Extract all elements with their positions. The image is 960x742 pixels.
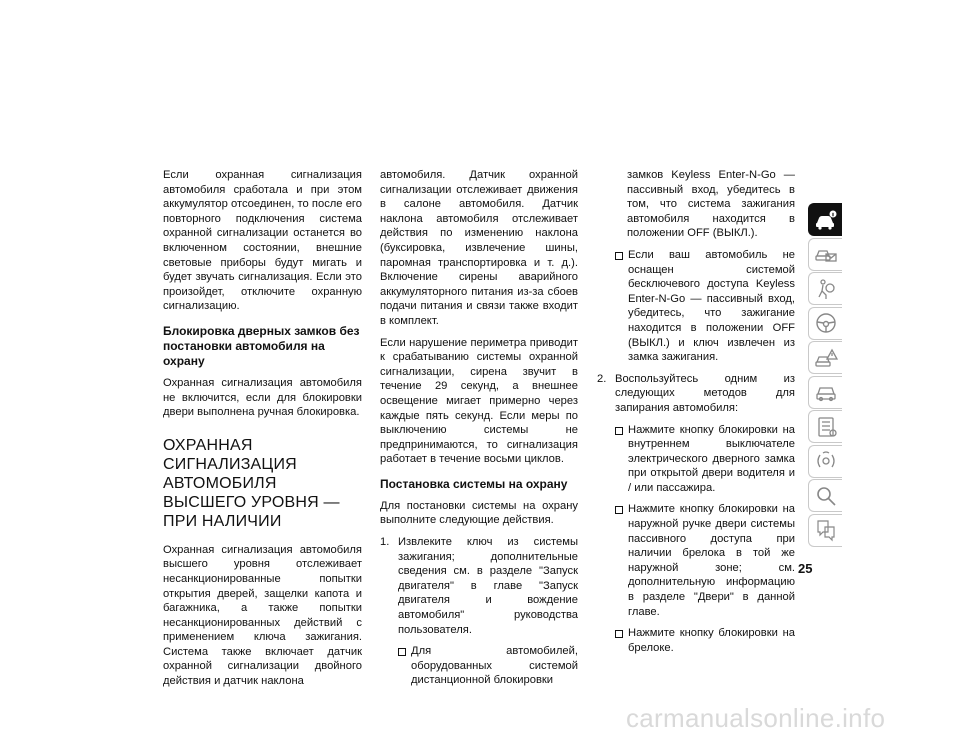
paragraph: Если нарушение периметра приводит к срабатыванию системы охранной сигнализации, сирена звучит в течение 29 секунд, а внешнее освещение мигает примерно через каждые пять секунд. Если меры по выключению системы не предпринимаются, то сигнализация работает в течение восьми циклов. (380, 336, 578, 466)
page-number: 25 (798, 561, 813, 576)
bullet-item (398, 644, 578, 688)
tab-messages[interactable] (808, 238, 842, 271)
tab-safety[interactable] (808, 272, 842, 305)
language-icon (814, 518, 838, 542)
bullet-item-continued (615, 168, 795, 241)
paragraph: Если охранная сигнализация автомобиля сработала и при этом аккумулятор отсоединен, то после его повторного подключения система охранной сигнализации останется во включенном состоянии, внешние световые приборы будут мигать и будет звучать сигнализация. Если это произойдет, отключите охранную сигнализацию. (163, 169, 362, 313)
multimedia-icon (814, 449, 838, 473)
section-heading-door-lock: Блокировка дверных замков без постановки автомобиля на охрану (163, 323, 360, 368)
specifications-icon (814, 415, 838, 439)
watermark: carmanualsonline.info (626, 703, 886, 733)
step-text: Извлеките ключ из системы зажигания; дополнительные сведения см. в разделе "Запуск двигателя" в главе "Запуск двигателя и вождение автомобиля" руководства пользователя. (398, 536, 578, 636)
chapter-tab-strip (808, 203, 842, 548)
tab-language[interactable] (808, 514, 842, 547)
column-1 (163, 168, 362, 696)
checkbox-bullet-icon (615, 427, 623, 435)
bullet-item (615, 502, 795, 619)
checkbox-bullet-icon (615, 506, 623, 514)
tab-service[interactable] (808, 376, 842, 409)
airbag-icon (814, 277, 838, 301)
section-heading-arming: Постановка системы на охрану (380, 476, 568, 491)
checkbox-bullet-icon (615, 630, 623, 638)
paragraph: автомобиля. Датчик охранной сигнализации отслеживает движения в салоне автомобиля. Датчик наклона автомобиля отслеживает действия по изменению наклона (буксировка, извлечение шины, паромная транспортировка и т. д.). Включение сирены аварийного аккумуляторного питания из-за сбоев подачи питания и связи также входит в комплект. (380, 169, 578, 327)
step-number: 1. (380, 536, 390, 549)
bullet-text: Нажмите кнопку блокировки на брелоке. (628, 627, 795, 654)
tab-driving[interactable] (808, 307, 842, 340)
tab-car-info[interactable] (808, 203, 842, 236)
bullet-item (615, 423, 795, 496)
tab-index[interactable] (808, 479, 842, 512)
column-2 (380, 168, 578, 695)
bullet-item (615, 626, 795, 655)
section-heading-premium-alarm: ОХРАННАЯ СИГНАЛИЗАЦИЯ АВТОМОБИЛЯ ВЫСШЕГО УРОВНЯ — ПРИ НАЛИЧИИ (163, 436, 340, 530)
bullet-text: Для автомобилей, оборудованных системой дистанционной блокировки (411, 645, 578, 687)
column-3 (597, 168, 795, 662)
steering-wheel-icon (814, 311, 838, 335)
bullet-text: Нажмите кнопку блокировки на внутреннем выключателе электрического дверного замка при открытой двери водителя и / или пассажира. (628, 423, 795, 494)
step-number: 2. (597, 372, 607, 385)
bullet-item (615, 248, 795, 365)
step-text: Воспользуйтесь одним из следующих методов для запирания автомобиля: (615, 372, 795, 414)
bullet-text: замков Keyless Enter-N-Go — пассивный вход, убедитесь в том, что система зажигания автомобиля находится в положении OFF (ВЫКЛ.). (627, 169, 795, 240)
paragraph: Для постановки системы на охрану выполните следующие действия. (380, 499, 578, 527)
checkbox-bullet-icon (398, 648, 406, 656)
bullet-text: Нажмите кнопку блокировки на наружной ручке двери системы пассивного доступа при наличии брелока в той же наружной зоне; см. дополнительную информацию в разделе "Двери" в данной главе. (628, 503, 795, 618)
car-info-icon (814, 208, 838, 232)
message-icon (814, 242, 838, 266)
service-car-icon (814, 380, 838, 404)
paragraph: Охранная сигнализация автомобиля высшего уровня отслеживает несанкционированные попытки открытия дверей, защелки капота и багажника, а также попытки несанкционированных действий с применением ключа зажигания. Система также включает датчик охранной сигнализации двойного действия и датчик наклона (163, 543, 362, 688)
search-icon (814, 484, 838, 508)
warning-car-icon (814, 346, 838, 370)
tab-multimedia[interactable] (808, 445, 842, 478)
numbered-step-1 (380, 535, 578, 637)
tab-specifications[interactable] (808, 410, 842, 443)
numbered-step-2 (597, 372, 795, 416)
paragraph: Охранная сигнализация автомобиля не включится, если для блокировки двери выполнена ручная блокировка. (163, 376, 362, 419)
checkbox-bullet-icon (615, 252, 623, 260)
tab-emergency[interactable] (808, 341, 842, 374)
bullet-text: Если ваш автомобиль не оснащен системой бесключевого доступа Keyless Enter-N-Go — пассивный вход, убедитесь, что зажигание находится в положении OFF (ВЫКЛ.) и ключ извлечен из замка зажигания. (628, 248, 795, 364)
